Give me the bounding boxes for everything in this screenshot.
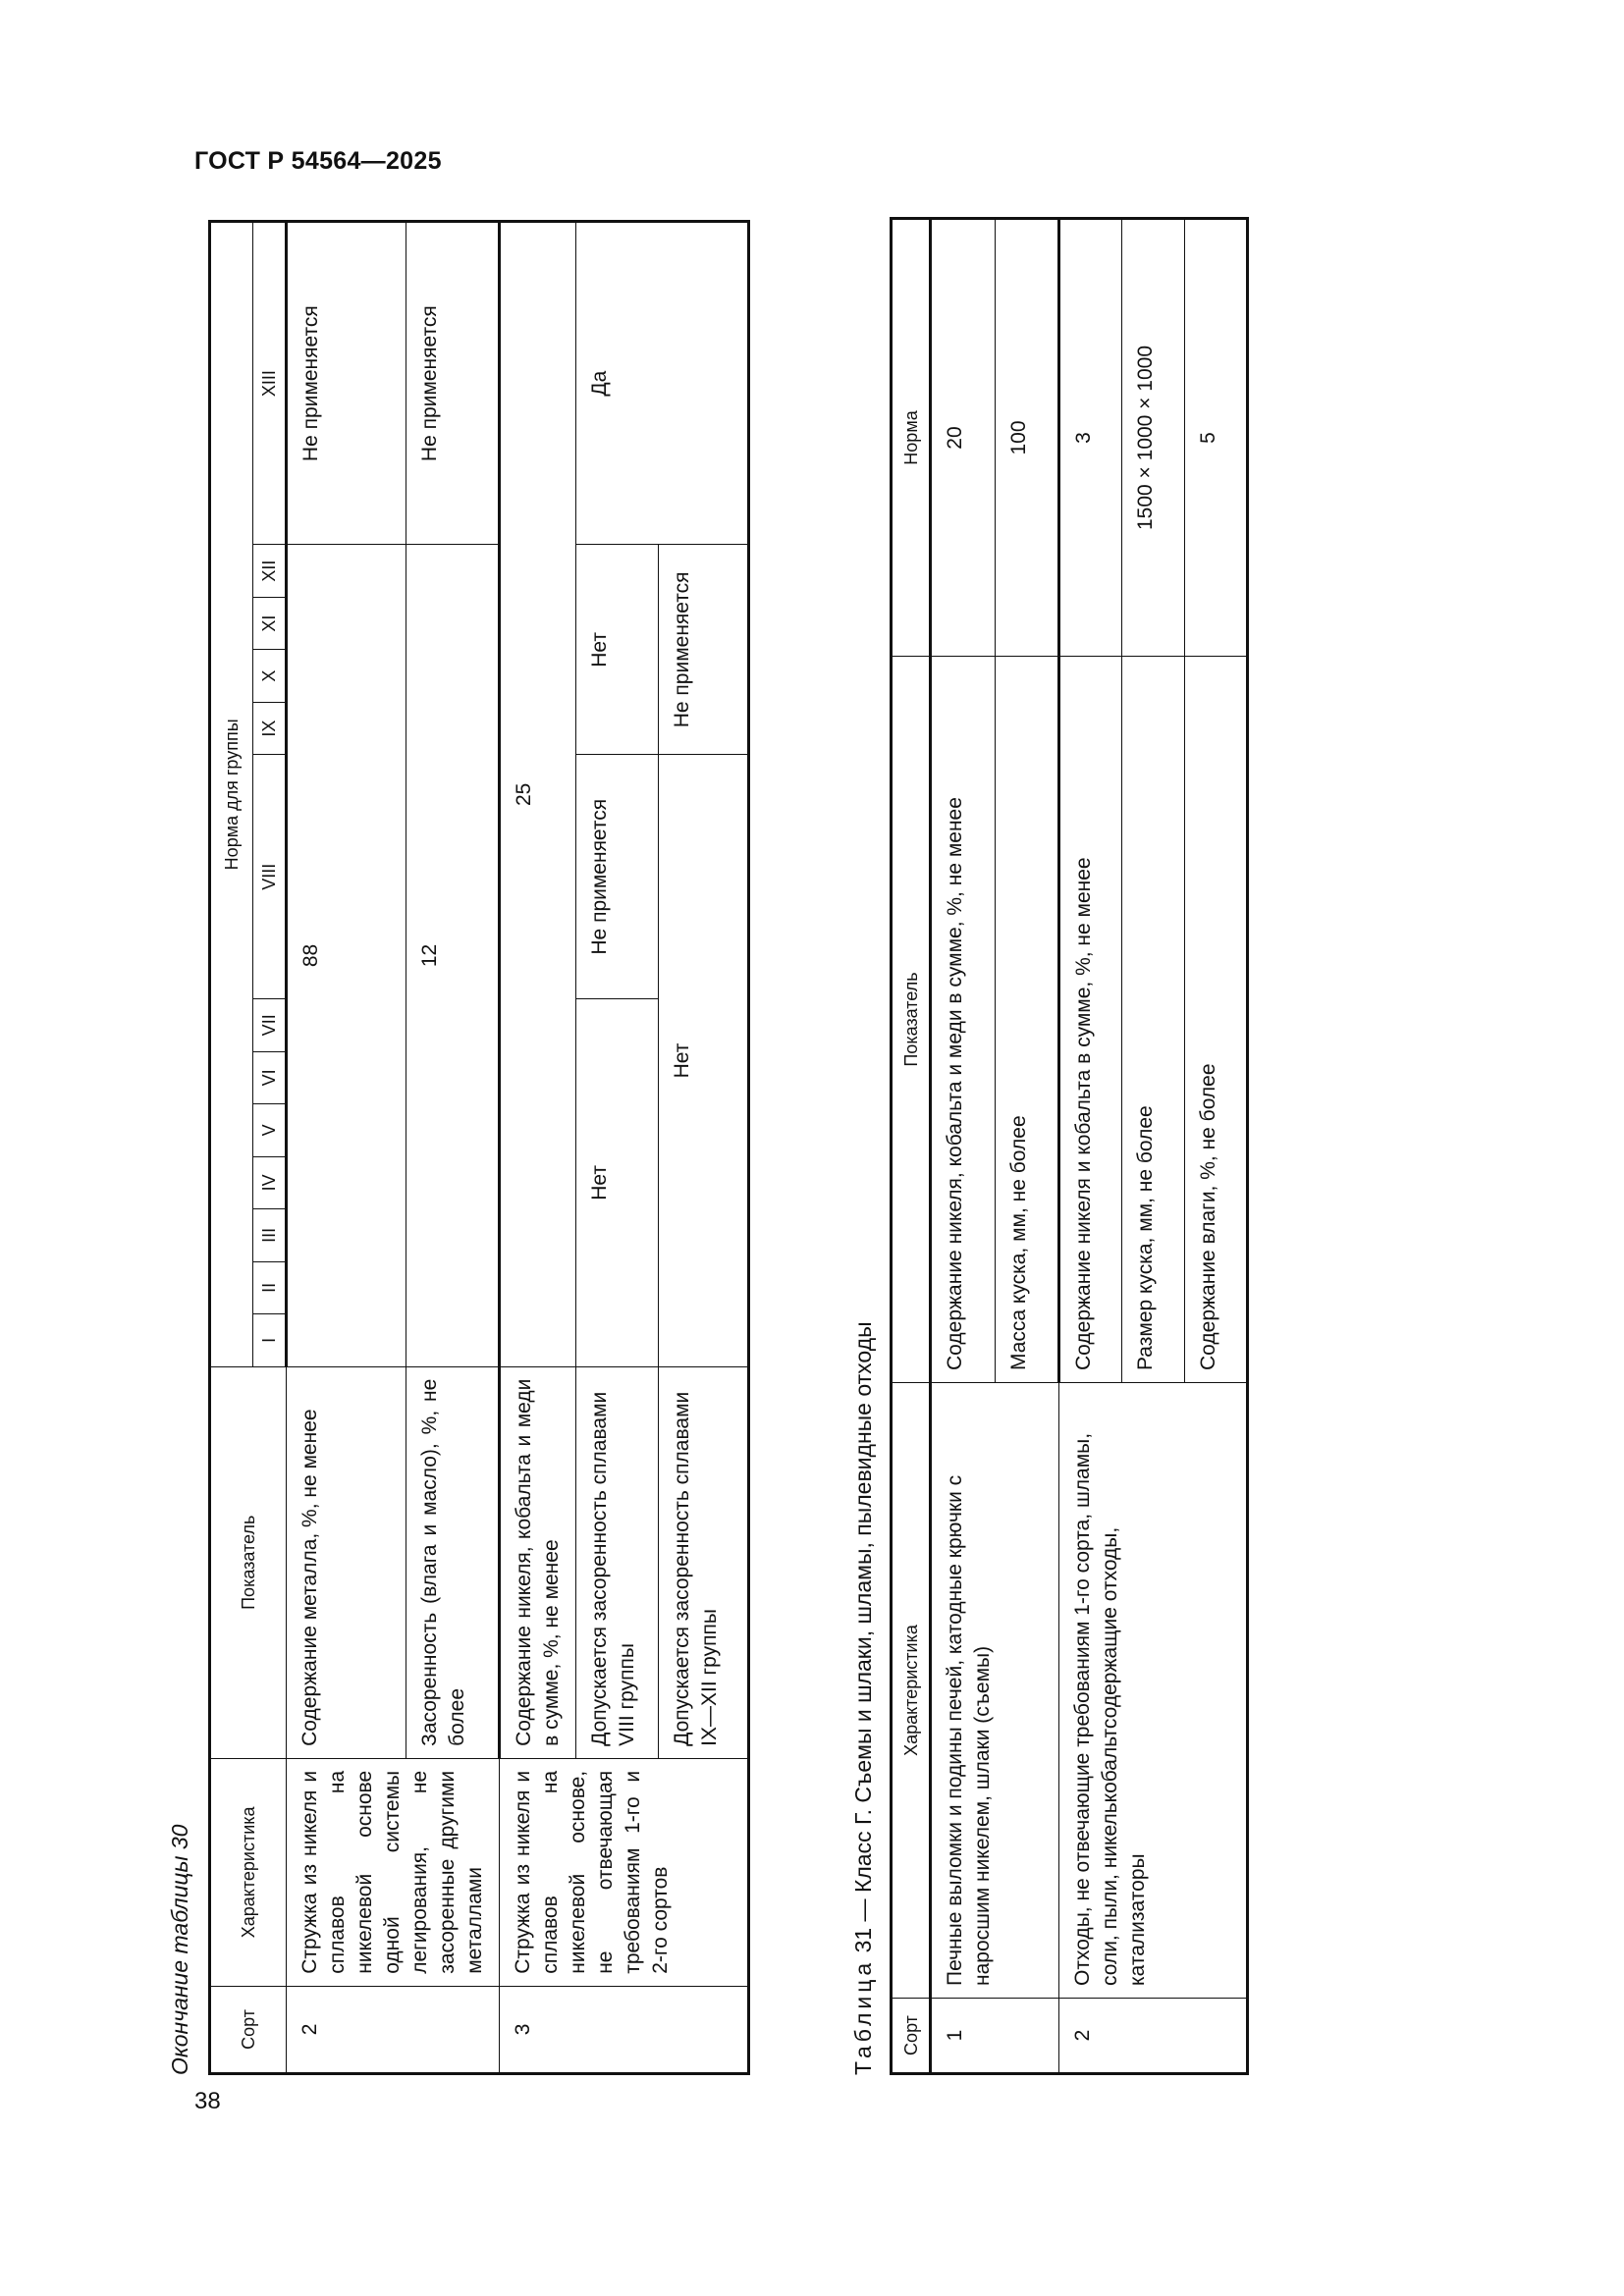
header-characteristic: Характеристика — [210, 1758, 287, 1986]
header-sort: Сорт — [210, 1986, 287, 2073]
group-header: XI — [253, 597, 287, 650]
table31-caption — [850, 1321, 877, 2075]
group-header: I — [253, 1314, 287, 1367]
norm-value-xiii: Да — [576, 222, 749, 545]
indicator-cell: Масса куска, мм, не более — [996, 657, 1059, 1383]
norm-value-xiii: Не применяется — [406, 222, 500, 545]
group-header: XII — [253, 545, 287, 598]
indicator-cell: Содержание металла, %, не менее — [287, 1366, 406, 1758]
group-header: VIII — [253, 755, 287, 999]
characteristic-cell: Стружка из никеля и сплавов на никелевой основе одной системы легирования, не засоренные другими металлами — [287, 1758, 500, 1986]
indicator-cell: Допускается засоренность сплавами IX—XII группы — [659, 1366, 749, 1758]
indicator-cell: Размер куска, мм, не более — [1122, 657, 1185, 1383]
header-indicator: Показатель — [210, 1366, 287, 1758]
group-header: VII — [253, 999, 287, 1052]
table30-block — [167, 215, 805, 2075]
norm-value: 88 — [287, 545, 406, 1366]
table31 — [890, 217, 1249, 2075]
group-header: III — [253, 1209, 287, 1262]
group-header: X — [253, 650, 287, 703]
characteristic-cell: Печные выломки и подины печей, катодные крючки с наросшим никелем, шлаки (съемы) — [931, 1383, 1059, 1999]
document-code: ГОСТ Р 54564—2025 — [194, 147, 442, 175]
group-header: IX — [253, 702, 287, 755]
table30-caption: Окончание таблицы 30 — [167, 1824, 192, 2075]
norm-value: 20 — [931, 219, 996, 657]
indicator-cell: Содержание никеля, кобальта и меди в сумме, %, не менее — [500, 1366, 576, 1758]
norm-value: 1500 × 1000 × 1000 — [1122, 219, 1185, 657]
table31-block — [850, 215, 1277, 2075]
norm-value: Нет — [576, 545, 659, 755]
header-norm-group: Норма для группы — [210, 222, 253, 1367]
indicator-cell: Засоренность (влага и масло), %, не более — [406, 1366, 500, 1758]
header-characteristic: Характеристика — [892, 1383, 931, 1999]
norm-value: Не применяется — [576, 755, 659, 999]
indicator-cell: Допускается засоренность сплавами VIII группы — [576, 1366, 659, 1758]
indicator-cell: Содержание никеля и кобальта в сумме, %, не менее — [1059, 657, 1122, 1383]
sort-cell: 1 — [931, 1999, 1059, 2074]
characteristic-cell: Отходы, не отвечающие требованиям 1-го сорта, шламы, соли, пыли, никелькобальтсодержащие отходы, катализаторы — [1059, 1383, 1248, 1999]
norm-value: 12 — [406, 545, 500, 1366]
norm-value: 5 — [1185, 219, 1248, 657]
characteristic-cell: Стружка из никеля и сплавов на никелевой основе, не отвечающая требованиям 1-го и 2-го сортов — [500, 1758, 749, 1986]
group-header: VI — [253, 1051, 287, 1104]
norm-value: Нет — [576, 999, 659, 1367]
header-sort: Сорт — [892, 1999, 931, 2074]
group-header: XIII — [253, 222, 287, 545]
norm-value: Не применяется — [659, 545, 749, 755]
sort-cell: 2 — [287, 1986, 500, 2073]
table30 — [208, 220, 750, 2075]
header-indicator: Показатель — [892, 657, 931, 1383]
sort-cell: 2 — [1059, 1999, 1248, 2074]
group-header: V — [253, 1104, 287, 1157]
table31-caption-prefix: Таблица — [850, 1958, 876, 2075]
group-header: IV — [253, 1156, 287, 1209]
norm-value: 100 — [996, 219, 1059, 657]
norm-value-xiii: Не применяется — [287, 222, 406, 545]
norm-value: 25 — [500, 222, 576, 1367]
indicator-cell: Содержание никеля, кобальта и меди в сумме, %, не менее — [931, 657, 996, 1383]
norm-value: Нет — [659, 755, 749, 1366]
header-norm: Норма — [892, 219, 931, 657]
norm-value: 3 — [1059, 219, 1122, 657]
page-number: 38 — [194, 2088, 221, 2114]
sort-cell: 3 — [500, 1986, 749, 2073]
group-header: II — [253, 1261, 287, 1314]
table31-caption-text: 31 — Класс Г. Съемы и шлаки, шламы, пылевидные отходы — [850, 1321, 876, 1959]
indicator-cell: Содержание влаги, %, не более — [1185, 657, 1248, 1383]
